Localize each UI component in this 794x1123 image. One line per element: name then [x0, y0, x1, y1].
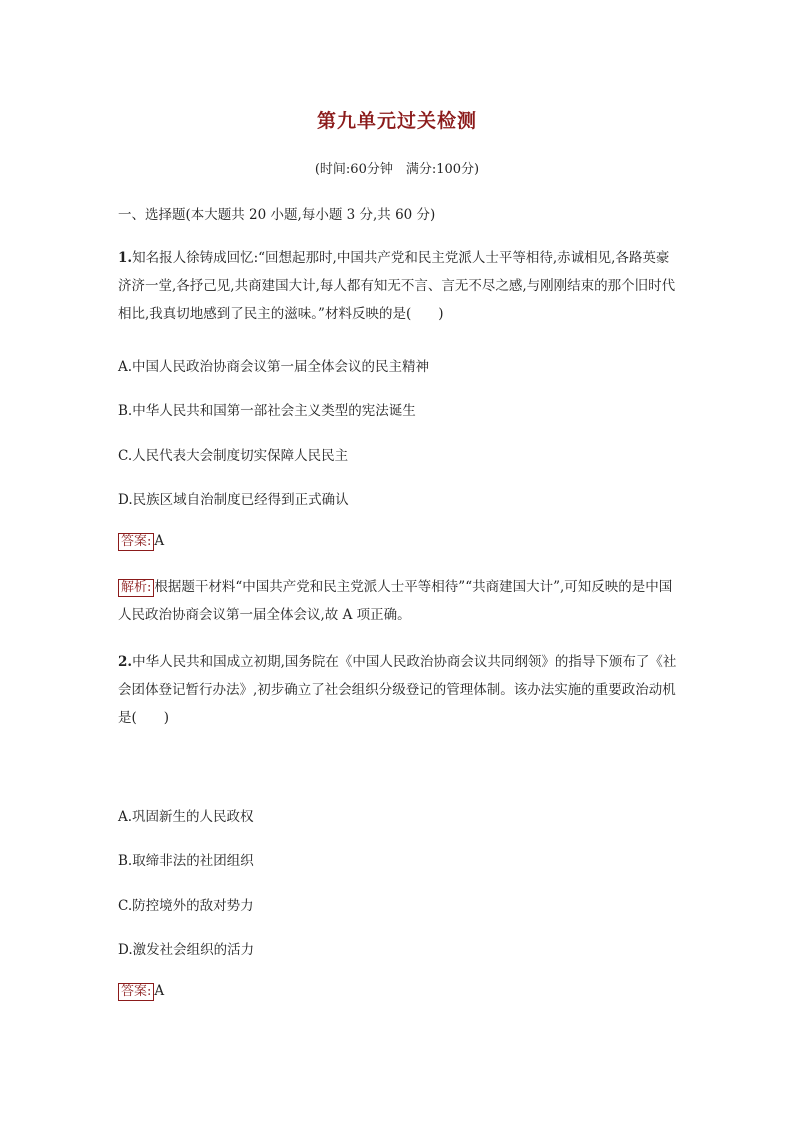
section-heading: 一、选择题(本大题共 20 小题,每小题 3 分,共 60 分): [118, 207, 436, 223]
exam-info: (时间:60分钟 满分:100分): [314, 162, 480, 177]
question-2-stem: [118, 648, 678, 732]
answer-value: A: [154, 983, 165, 999]
question-2-answer: [118, 983, 164, 1001]
question-1-option-d: D.民族区域自治制度已经得到正式确认: [118, 492, 349, 508]
answer-label: 答案:: [118, 983, 154, 1001]
question-1-option-a: A.中国人民政治协商会议第一届全体会议的民主精神: [118, 359, 430, 375]
answer-label: 答案:: [118, 533, 154, 551]
question-2-option-a: A.巩固新生的人民政权: [118, 809, 254, 825]
question-1-option-c: C.人民代表大会制度切实保障人民民主: [118, 448, 349, 464]
question-2-option-d: D.激发社会组织的活力: [118, 942, 255, 958]
question-text: 中华人民共和国成立初期,国务院在《中国人民政治协商会议共同纲领》的指导下颁布了《社会团体登记暂行办法》,初步确立了社会组织分级登记的管理体制。该办法实施的重要政治动机是( ): [118, 654, 677, 726]
question-1-answer: [118, 533, 164, 551]
question-2-option-c: C.防控境外的敌对势力: [118, 898, 254, 914]
explanation-text: 根据题干材料“中国共产党和民主党派人士平等相待”“共商建国大计”,可知反映的是中国人民政治协商会议第一届全体会议,故 A 项正确。: [118, 579, 673, 623]
explanation-label: 解析:: [118, 579, 154, 597]
question-1-option-b: B.中华人民共和国第一部社会主义类型的宪法诞生: [118, 403, 416, 419]
question-2-option-b: B.取缔非法的社团组织: [118, 853, 254, 869]
question-1-stem: [118, 244, 678, 328]
page-title: 第九单元过关检测: [316, 110, 477, 132]
question-number: 2.: [118, 654, 133, 670]
answer-value: A: [154, 533, 165, 549]
question-number: 1.: [118, 250, 133, 266]
question-1-explanation: [118, 573, 678, 629]
question-text: 知名报人徐铸成回忆:“回想起那时,中国共产党和民主党派人士平等相待,赤诚相见,各路英豪济济一堂,各抒己见,共商建国大计,每人都有知无不言、言无不尽之感,与刚刚结束的那个旧时代相比,我真切地感到了民主的滋味。”材料反映的是( ): [118, 250, 676, 322]
